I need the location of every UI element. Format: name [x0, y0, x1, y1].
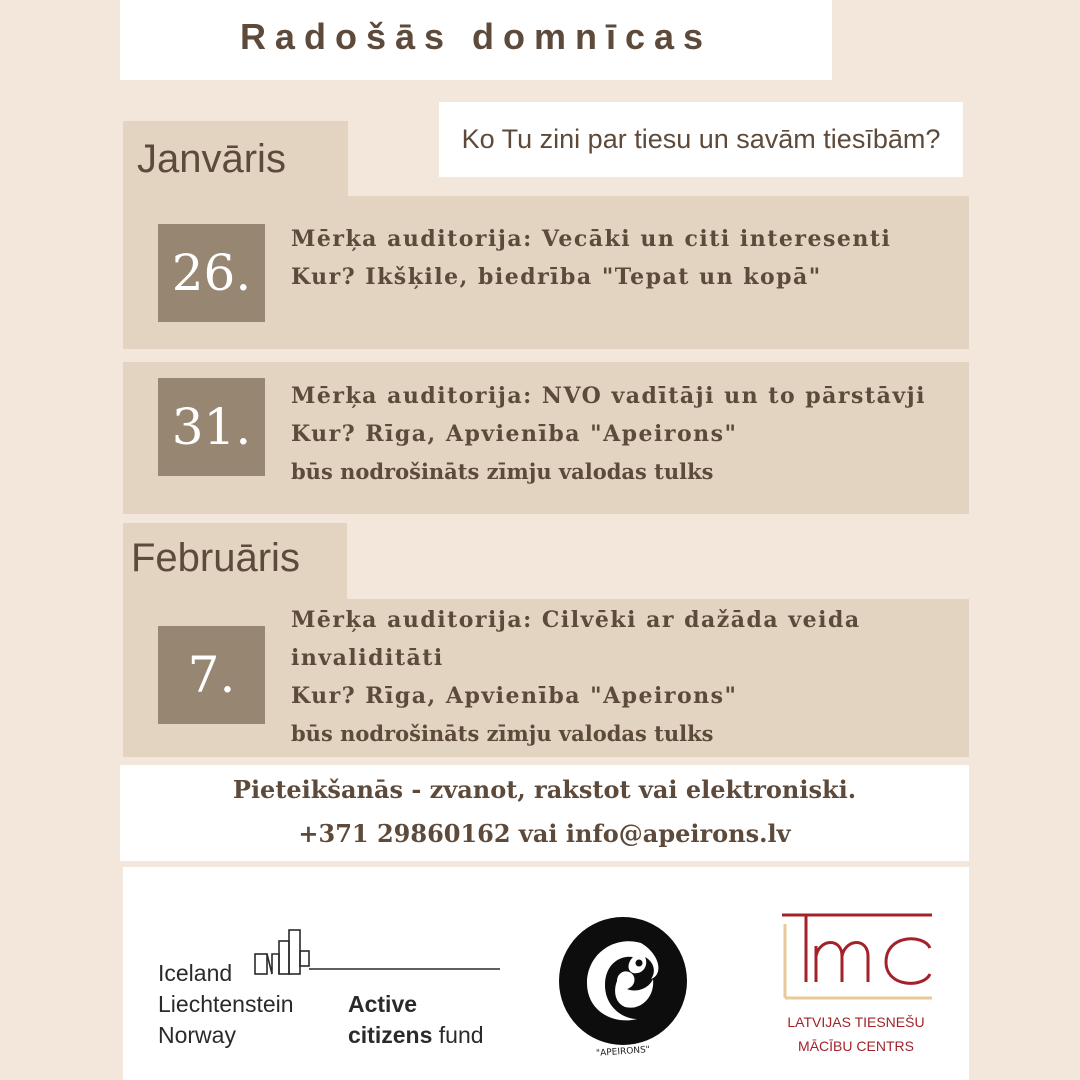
event-info-1 [291, 220, 891, 296]
event-date-2: 31. [158, 378, 265, 476]
event-location: Kur? Rīga, Apvienība "Apeirons" [291, 683, 738, 709]
event-location: Kur? Rīga, Apvienība "Apeirons" [291, 421, 738, 447]
question-box: Ko Tu zini par tiesu un savām tiesībām? [439, 102, 963, 177]
event-audience-cont: invaliditāti [291, 645, 444, 671]
page-title: Radošās domnīcas [239, 16, 713, 57]
event-date-1: 26. [158, 224, 265, 322]
acf-citizens: citizens [348, 1022, 433, 1048]
ltmc-caption [758, 1010, 954, 1058]
event-audience: Mērķa auditorija: Cilvēki ar dažāda veida [291, 607, 861, 633]
country-norway: Norway [158, 1022, 236, 1048]
ltmc-line1: LATVIJAS TIESNEŠU [787, 1014, 925, 1030]
active-citizens-fund-logo [348, 989, 484, 1051]
event-location: Kur? Ikšķile, biedrība "Tepat un kopā" [291, 264, 822, 290]
ltmc-line2: MĀCĪBU CENTRS [798, 1038, 914, 1054]
country-liechtenstein: Liechtenstein [158, 991, 294, 1017]
apeirons-caption: "APEIRONS" [595, 1045, 651, 1059]
acf-active: Active [348, 991, 418, 1017]
country-iceland: Iceland [158, 960, 233, 986]
event-audience: Mērķa auditorija: Vecāki un citi interesenti [291, 226, 892, 252]
event-note: būs nodrošināts zīmju valodas tulks [291, 459, 714, 484]
registration-box [120, 765, 969, 861]
registration-text: Pieteikšanās - zvanot, rakstot vai elektroniski. [232, 775, 857, 804]
acf-fund: fund [432, 1022, 484, 1048]
contact-info[interactable]: +371 29860162 vai info@apeirons.lv [298, 819, 791, 848]
event-date-3: 7. [158, 626, 265, 724]
month-label-february: Februāris [123, 523, 347, 601]
month-label-january: Janvāris [123, 121, 348, 201]
event-audience: Mērķa auditorija: NVO vadītāji un to pārstāvji [291, 383, 926, 409]
event-note: būs nodrošināts zīmju valodas tulks [291, 721, 714, 746]
eea-countries [158, 958, 294, 1051]
ltmc-logo-icon [780, 912, 936, 1004]
apeirons-logo-icon [553, 915, 693, 1045]
event-info-2 [291, 377, 926, 491]
event-info-3 [291, 601, 861, 753]
